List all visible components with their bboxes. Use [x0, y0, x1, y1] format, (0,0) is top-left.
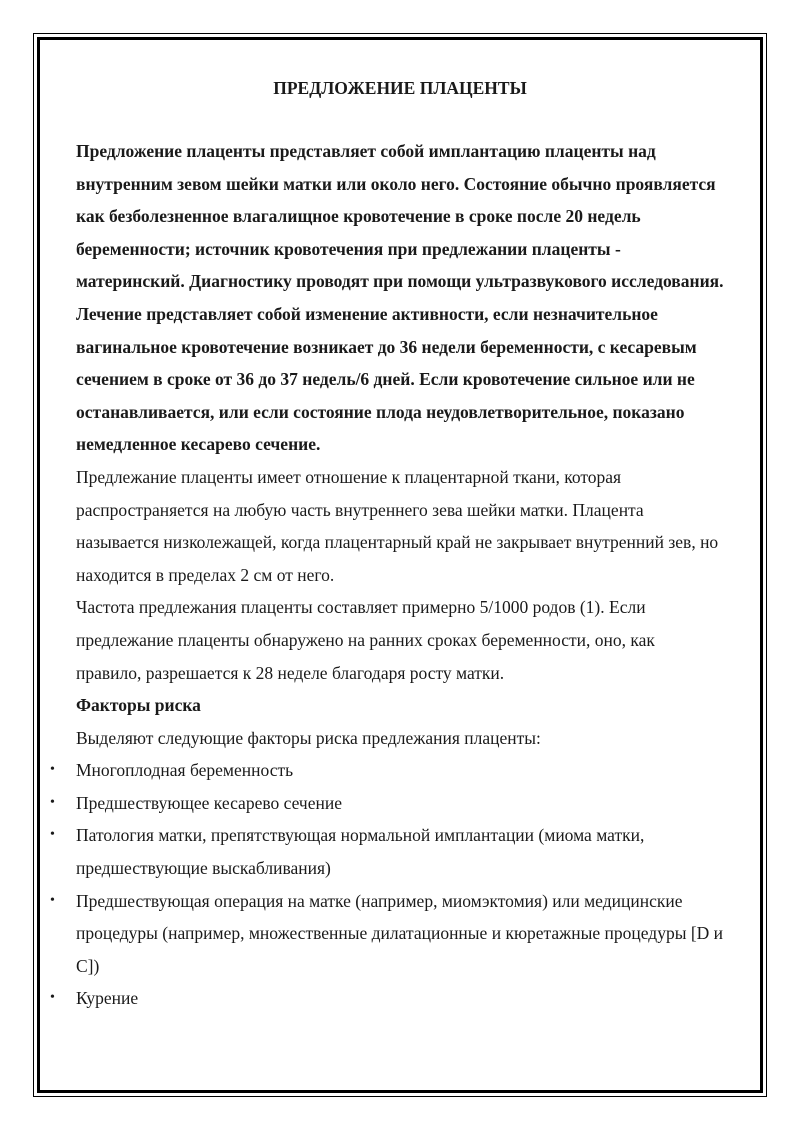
frequency-paragraph: Частота предлежания плаценты составляет примерно 5/1000 родов (1). Если предлежание плаценты обнаружено на ранних сроках беременности, оно, как правило, разрешается к 28 неделе благодаря росту матки.	[76, 597, 655, 683]
bullet-icon: •	[50, 990, 55, 1006]
intro-paragraph: Предложение плаценты представляет собой имплантацию плаценты над внутренним зевом шейки матки или около него. Состояние обычно проявляется как безболезненное влагалищное кровотечение в сроке после 20 недель беременности; источник кровотечения при предлежании плаценты - материнский. Диагностику проводят при помощи ультразвукового исследования. Лечение представляет собой изменение активности, если незначительное вагинальное кровотечение возникает до 36 недели беременности, с кесаревым сечением в сроке от 36 до 37 недель/6 дней. Если кровотечение сильное или не останавливается, или если состояние плода неудовлетворительное, показано немедленное кесарево сечение.	[76, 141, 724, 455]
list-item-text: Курение	[76, 988, 139, 1009]
list-item	[50, 819, 724, 884]
bullet-icon: •	[50, 794, 55, 810]
document-title: ПРЕДЛОЖЕНИЕ ПЛАЦЕНТЫ	[273, 78, 527, 98]
risk-factors-list	[50, 754, 724, 1015]
list-item	[50, 982, 724, 1015]
definition-paragraph: Предлежание плаценты имеет отношение к плацентарной ткани, которая распространяется на любую часть внутреннего зева шейки матки. Плацента называется низколежащей, когда плацентарный край не закрывает внутренний зев, но находится в пределах 2 см от него.	[76, 466, 719, 585]
bullet-icon: •	[50, 827, 55, 843]
risk-factors-intro: Выделяют следующие факторы риска предлежания плаценты:	[76, 727, 541, 748]
list-item-text: Предшествующая операция на матке (например, миомэктомия) или медицинские процедуры (например, множественные дилатационные и кюретажные процедуры [D и C])	[76, 890, 724, 976]
list-item-text: Патология матки, препятствующая нормальной имплантации (миома матки, предшествующие выскабливания)	[76, 825, 645, 879]
bullet-icon: •	[50, 762, 55, 778]
risk-factors-heading: Факторы риска	[76, 695, 201, 716]
document-body	[50, 74, 724, 1015]
list-item-text: Многоплодная беременность	[76, 760, 294, 781]
list-item	[50, 754, 724, 787]
list-item-text: Предшествующее кесарево сечение	[76, 792, 342, 813]
list-item	[50, 787, 724, 820]
list-item	[50, 885, 724, 983]
bullet-icon: •	[50, 892, 55, 908]
